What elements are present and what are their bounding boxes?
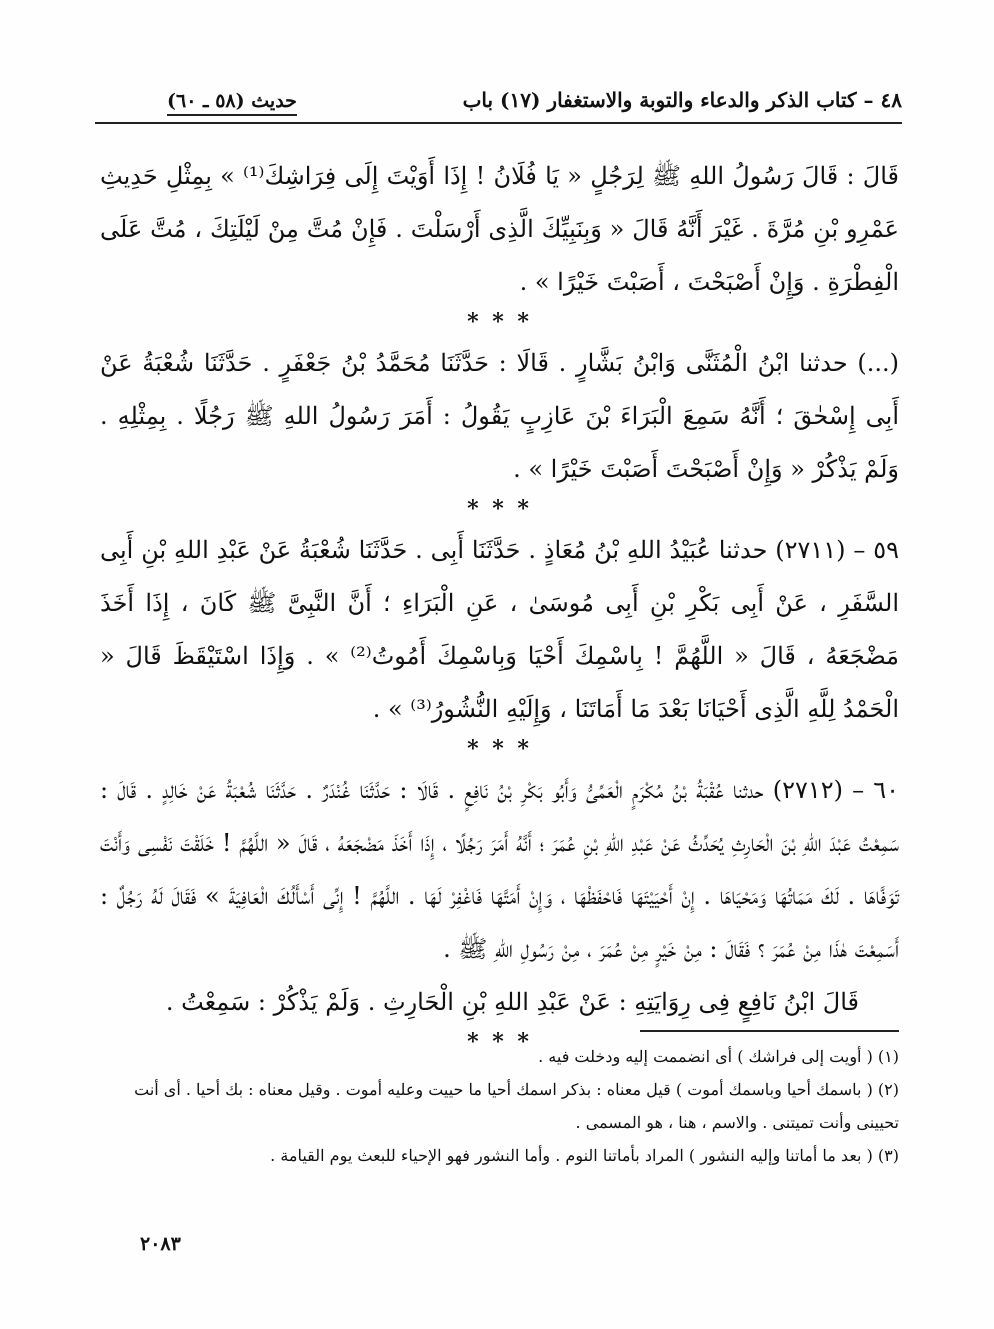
running-header <box>95 84 902 124</box>
footnote-2: (٢) ( باسمك أحيا وباسمك أموت ) قيل معناه : بذكر اسمك أحيا ما حييت وعليه أموت . وقيل معناه : بك أحيا . أى أنت تحيينى وأنت تميتنى . والاسم ، هنا ، هو المسمى . <box>134 1080 899 1132</box>
main-text <box>100 150 899 1057</box>
header-chapter-title: ٤٨ – كتاب الذكر والدعاء والتوبة والاستغفار (١٧) باب <box>462 88 902 112</box>
separator-stars: * * * <box>467 1029 532 1055</box>
footnote-1: (١) ( أويت إلى فراشك ) أى انضممت إليه ودخلت فيه . <box>538 1047 899 1066</box>
separator-stars: * * * <box>467 496 532 522</box>
footnotes <box>100 1040 899 1172</box>
page-number: ٢٠٨٣ <box>140 1233 181 1255</box>
hadith-60-note: قَالَ ابْنُ نَافِعٍ فِى رِوَايَتِهِ : عَنْ عَبْدِ اللهِ بْنِ الْحَارِثِ . وَلَمْ يَذْكُرْ : سَمِعْتُ . <box>165 988 859 1016</box>
footnote-rule <box>640 1030 899 1032</box>
footnote-3: (٣) ( بعد ما أماتنا وإليه النشور ) المراد بأماتنا النوم . وأما النشور فهو الإحياء للبعث يوم القيامة . <box>270 1146 899 1165</box>
header-hadith-range: (٥٨ ـ ٦٠) حديث <box>167 90 297 116</box>
hadith-60: ٦٠ – (٢٧١٢) حدثنا عُقْبَةُ بْنُ مُكْرَمٍ الْعَمِّىُّ وَأَبُو بَكْرِ بْنُ نَافِعٍ . قَالَا : حَدَّثَنَا غُنْدَرٌ . حَدَّثَنَا شُعْبَةُ عَنْ خَالِدٍ . قَالَ : سَمِعْتُ عَبْدَ اللهِ بْنَ الْحَارِثِ يُحَدِّثُ عَنْ عَبْدِ اللهِ بْنِ عُمَرَ ؛ أَنَّهُ أَمَرَ رَجُلًا ، إِذَا أَخَذَ مَضْجَعَهُ ، قَالَ « اللَّهُمَّ ! خَلَقْتَ نَفْسِى وَأَنْتَ تَوَفَّاهَا . لَكَ مَمَاتُهَا وَمَحْيَاهَا . إِنْ أَحْيَيْتَهَا فَاحْفَظْهَا ، وَإِنْ أَمَتَّهَا فَاغْفِرْ لَهَا . اللَّهُمَّ ! إِنِّى أَسْأَلُكَ الْعَافِيَةَ » فَقَالَ لَهُ رَجُلٌ : أَسَمِعْتَ هٰذَا مِنْ عُمَرَ ؟ فَقَالَ : مِنْ خَيْرٍ مِنْ عُمَرَ ، مِنْ رَسُولِ اللهِ ﷺ . <box>100 776 900 963</box>
hadith-59: ٥٩ – (٢٧١١) حدثنا عُبَيْدُ اللهِ بْنُ مُعَاذٍ . حَدَّثَنَا أَبِى . حَدَّثَنَا شُعْبَةُ عَنْ عَبْدِ اللهِ بْنِ أَبِى السَّفَرِ ، عَنْ أَبِى بَكْرِ بْنِ أَبِى مُوسَىٰ ، عَنِ الْبَرَاءِ ؛ أَنَّ النَّبِىَّ ﷺ كَانَ ، إِذَا أَخَذَ مَضْجَعَهُ ، قَالَ « اللَّهُمَّ ! بِاسْمِكَ أَحْيَا وَبِاسْمِكَ أَمُوتُ⁽²⁾ » . وَإِذَا اسْتَيْقَظَ قَالَ « الْحَمْدُ لِلَّهِ الَّذِى أَحْيَانَا بَعْدَ مَا أَمَاتَنَا ، وَإِلَيْهِ النُّشُورُ⁽³⁾ » . <box>100 536 899 723</box>
paragraph-2: (...) حدثنا ابْنُ الْمُثَنَّى وَابْنُ بَشَّارٍ . قَالَا : حَدَّثَنَا مُحَمَّدُ بْنُ جَعْفَرٍ . حَدَّثَنَا شُعْبَةُ عَنْ أَبِى إِسْحٰقَ ؛ أَنَّهُ سَمِعَ الْبَرَاءَ بْنَ عَازِبٍ يَقُولُ : أَمَرَ رَسُولُ اللهِ ﷺ رَجُلًا . بِمِثْلِهِ . وَلَمْ يَذْكُرْ « وَإِنْ أَصْبَحْتَ أَصَبْتَ خَيْرًا » . <box>100 349 899 483</box>
header-rule <box>95 122 902 124</box>
separator-stars: * * * <box>467 736 532 762</box>
separator-stars: * * * <box>467 309 532 335</box>
paragraph-1: قَالَ : قَالَ رَسُولُ اللهِ ﷺ لِرَجُلٍ « يَا فُلَانُ ! إِذَا أَوَيْتَ إِلَى فِرَاشِكَ⁽¹⁾ » بِمِثْلِ حَدِيثِ عَمْرِو بْنِ مُرَّةَ . غَيْرَ أَنَّهُ قَالَ « وَبِنَبِيِّكَ الَّذِى أَرْسَلْتَ . فَإِنْ مُتَّ مِنْ لَيْلَتِكَ ، مُتَّ عَلَى الْفِطْرَةِ . وَإِنْ أَصْبَحْتَ ، أَصَبْتَ خَيْرًا » . <box>100 162 899 296</box>
